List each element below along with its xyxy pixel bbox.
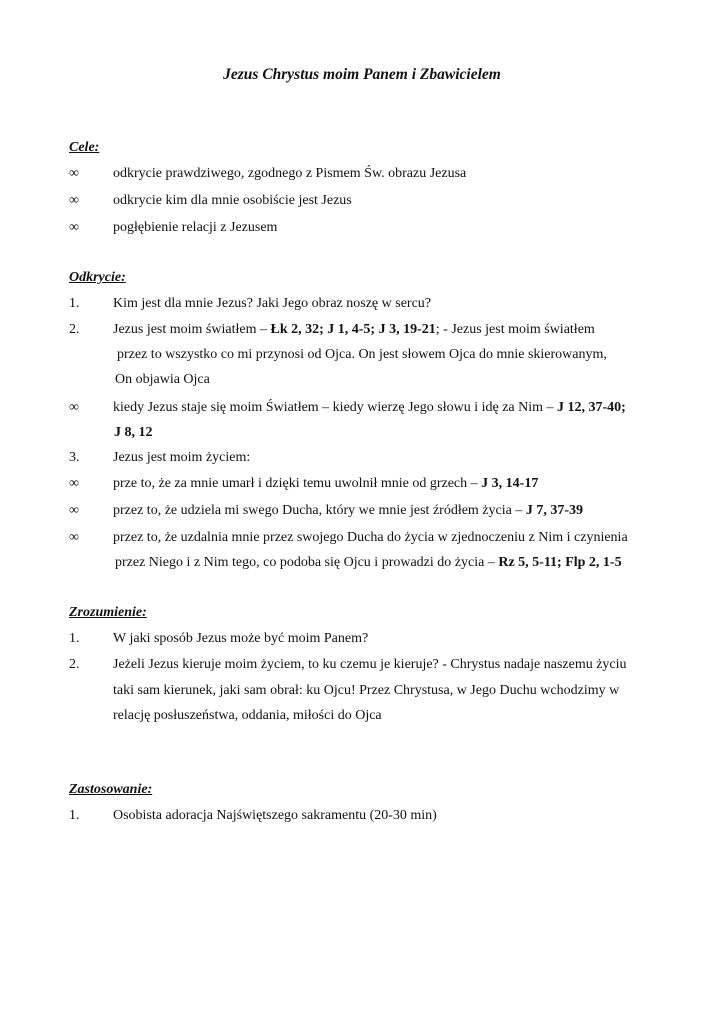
list-item-text: Kim jest dla mnie Jezus? Jaki Jego obraz noszę w sercu? — [113, 296, 432, 311]
continuation-line: taki sam kierunek, jaki sam obrał: ku Ojcu! Przez Chrystusa, w Jego Duchu wchodzimy w — [113, 683, 620, 698]
number-marker: 2. — [69, 322, 80, 337]
scripture-reference: J 8, 12 — [114, 425, 153, 440]
odkrycie-heading: Odkrycie: — [69, 270, 126, 285]
cele-heading: Cele: — [69, 140, 100, 155]
infinity-bullet: ∞ — [69, 166, 79, 181]
infinity-bullet: ∞ — [69, 193, 79, 208]
continuation-line — [115, 553, 622, 573]
list-item-text — [113, 501, 583, 521]
infinity-bullet: ∞ — [69, 220, 79, 235]
continuation-line: relację posłuszeństwa, oddania, miłości do Ojca — [113, 708, 382, 723]
list-item-text — [113, 320, 595, 340]
continuation-line — [114, 423, 153, 443]
list-item-text: Jezus jest moim życiem: — [113, 450, 251, 465]
document-title: Jezus Chrystus moim Panem i Zbawicielem — [223, 66, 501, 83]
scripture-reference: J 12, 37-40; — [557, 400, 626, 415]
text-segment: Jezus jest moim światłem – — [113, 322, 271, 337]
number-marker: 1. — [69, 808, 80, 823]
list-item-text: przez to, że uzdalnia mnie przez swojego Ducha do życia w zjednoczeniu z Nim i czynienia — [113, 530, 628, 545]
text-segment: przez Niego i z Nim tego, co podoba się Ojcu i prowadzi do życia – — [115, 555, 499, 570]
number-marker: 3. — [69, 450, 80, 465]
text-segment: ; - Jezus jest moim światłem — [435, 322, 595, 337]
infinity-bullet: ∞ — [69, 503, 79, 518]
list-item-text: odkrycie kim dla mnie osobiście jest Jezus — [113, 193, 352, 208]
continuation-line: On objawia Ojca — [115, 372, 210, 387]
list-item-text: pogłębienie relacji z Jezusem — [113, 220, 278, 235]
continuation-line: przez to wszystko co mi przynosi od Ojca. On jest słowem Ojca do mnie skierowanym, — [117, 347, 607, 362]
list-item-text: odkrycie prawdziwego, zgodnego z Pismem Św. obrazu Jezusa — [113, 166, 467, 181]
text-segment: przez to, że udziela mi swego Ducha, który we mnie jest źródłem życia – — [113, 503, 526, 518]
list-item-text: W jaki sposób Jezus może być moim Panem? — [113, 631, 369, 646]
text-segment: kiedy Jezus staje się moim Światłem – kiedy wierzę Jego słowu i idę za Nim – — [113, 400, 558, 415]
number-marker: 1. — [69, 296, 80, 311]
scripture-reference: Łk 2, 32; J 1, 4-5; J 3, 19-21 — [270, 322, 436, 337]
list-item-text: Jeżeli Jezus kieruje moim życiem, to ku czemu je kieruje? - Chrystus nadaje naszemu życiu — [113, 657, 627, 672]
number-marker: 2. — [69, 657, 80, 672]
scripture-reference: Rz 5, 5-11; Flp 2, 1-5 — [498, 555, 622, 570]
text-segment: prze to, że za mnie umarł i dzięki temu uwolnił mnie od grzech – — [113, 476, 482, 491]
infinity-bullet: ∞ — [69, 476, 79, 491]
zrozumienie-heading: Zrozumienie: — [69, 605, 147, 620]
list-item-text — [113, 398, 626, 418]
list-item-text — [113, 474, 538, 494]
number-marker: 1. — [69, 631, 80, 646]
list-item-text: Osobista adoracja Najświętszego sakramentu (20-30 min) — [113, 808, 437, 823]
infinity-bullet: ∞ — [69, 530, 79, 545]
zastosowanie-heading: Zastosowanie: — [69, 782, 153, 797]
scripture-reference: J 3, 14-17 — [481, 476, 539, 491]
scripture-reference: J 7, 37-39 — [525, 503, 584, 518]
infinity-bullet: ∞ — [69, 400, 79, 415]
